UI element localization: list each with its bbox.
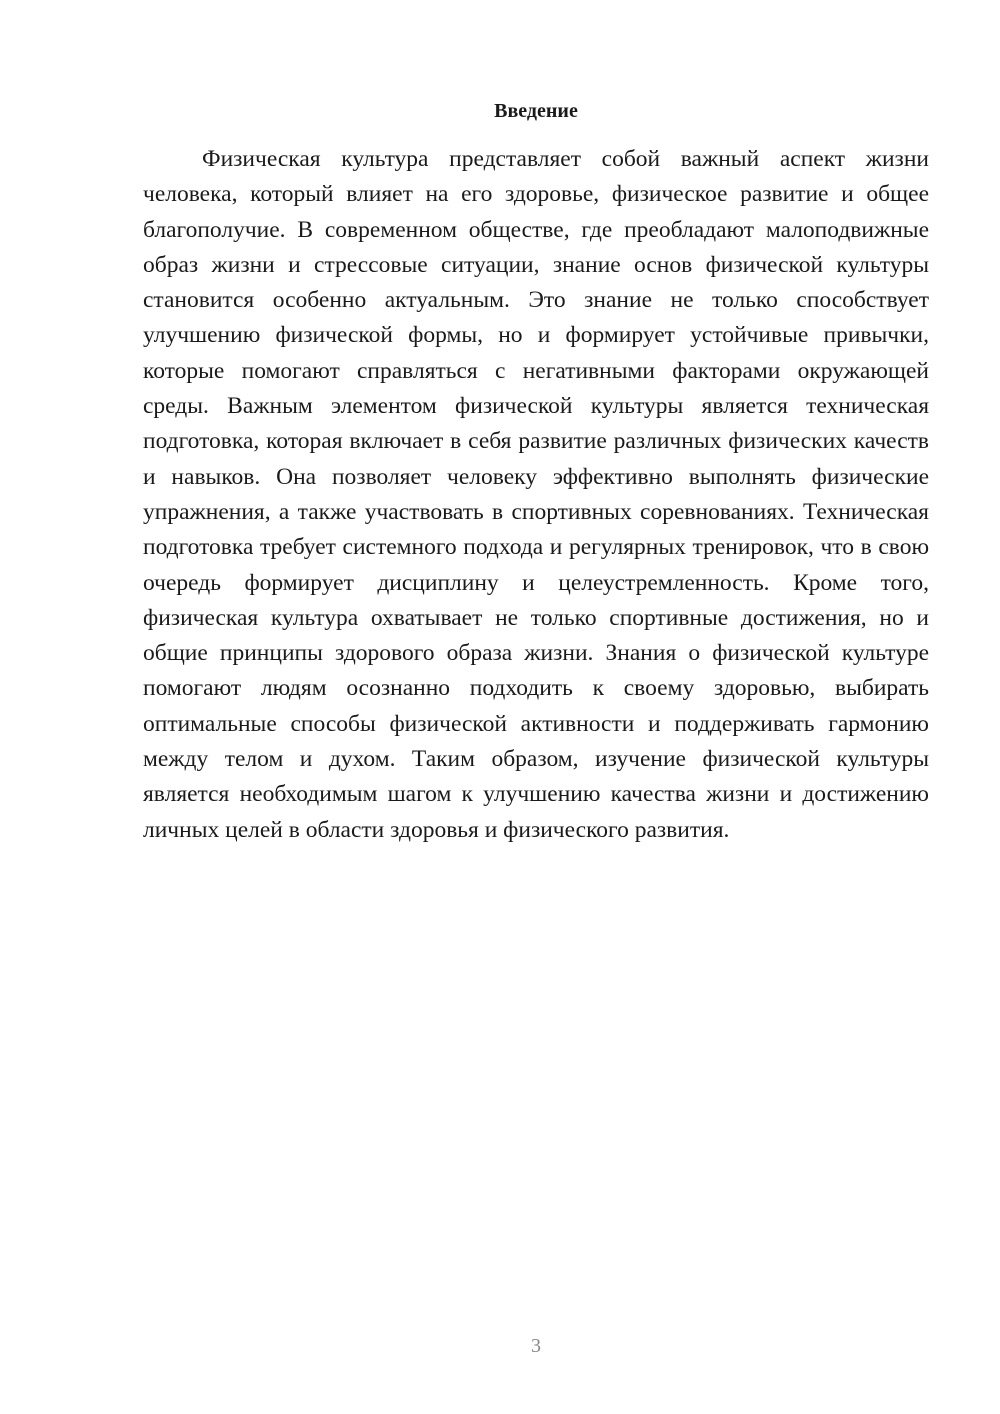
body-paragraph: Физическая культура представляет собой важный аспект жизни человека, который влияет на его здоровье, физическое развитие и общее благополучие. В современном обществе, где преобладают малоподвижные образ жизни и стрессовые ситуации, знание основ физической культуры становится особенно актуальным. Это знание не только способствует улучшению физической формы, но и формирует устойчивые привычки, которые помогают справляться с негативными факторами окружающей среды. Важным элементом физической культуры является техническая подготовка, которая включает в себя развитие различных физических качеств и навыков. Она позволяет человеку эффективно выполнять физические упражнения, а также участвовать в спортивных соревнованиях. Техническая подготовка требует системного подхода и регулярных тренировок, что в свою очередь формирует дисциплину и целеустремленность. Кроме того, физическая культура охватывает не только спортивные достижения, но и общие принципы здорового образа жизни. Знания о физической культуре помогают людям осознанно подходить к своему здоровью, выбирать оптимальные способы физической активности и поддерживать гармонию между телом и духом. Таким образом, изучение физической культуры является необходимым шагом к улучшению качества жизни и достижению личных целей в области здоровья и физического развития. [143, 146, 929, 843]
section-heading: Введение [494, 100, 578, 122]
page-number: 3 [531, 1335, 541, 1357]
